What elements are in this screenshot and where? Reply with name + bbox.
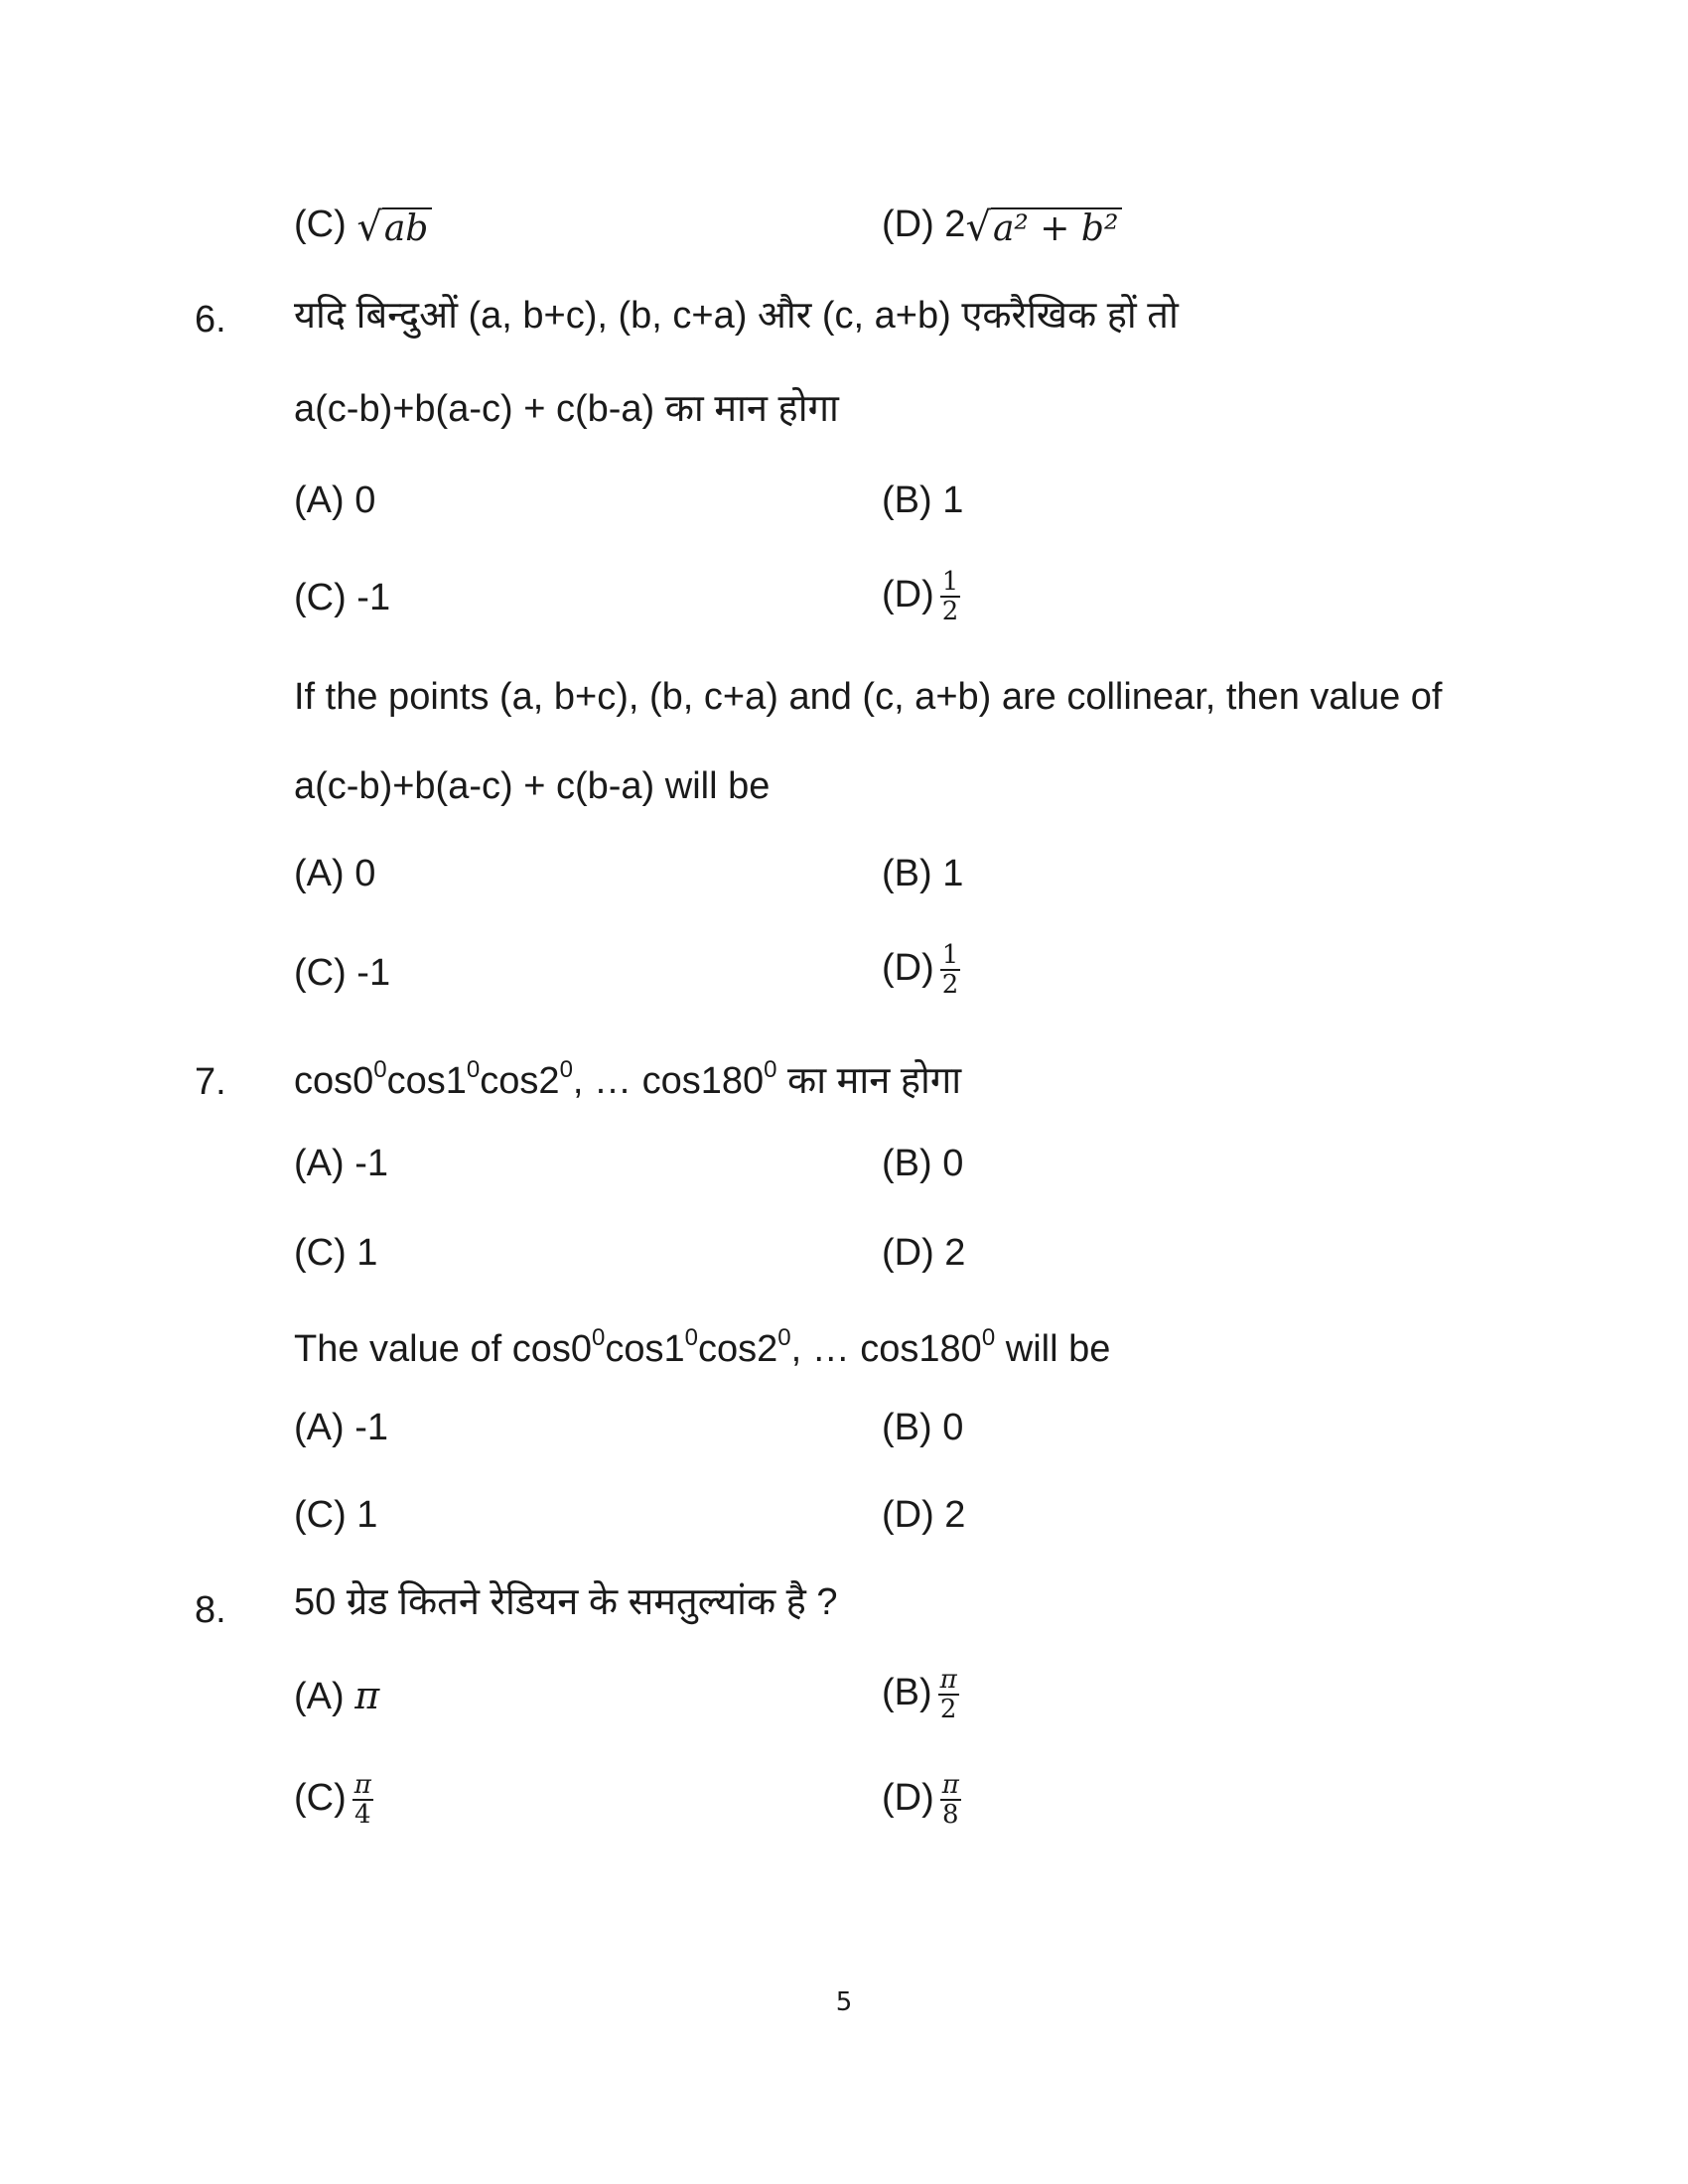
q7-english-option-a: (A) -1	[294, 1407, 388, 1448]
q6-hindi-line-1: यदि बिन्दुओं (a, b+c), (b, c+a) और (c, a+b) एकरैखिक हों तो	[294, 295, 1179, 337]
option-label: (C)	[294, 204, 347, 245]
option-label: (D)	[882, 947, 934, 990]
q8-option-b	[882, 1666, 959, 1723]
q5-option-d	[882, 203, 1122, 249]
q7-english-option-c: (C) 1	[294, 1494, 378, 1536]
option-label: (C)	[294, 1777, 347, 1820]
q7-hindi-option-a: (A) -1	[294, 1143, 388, 1184]
question-number: 7.	[195, 1061, 226, 1103]
q6-english-line-1: If the points (a, b+c), (b, c+a) and (c, a+b) are collinear, then value of	[294, 676, 1443, 718]
q7-english-line: The value of $\cos 0^0\cos 1^0\cos 2^0$, … $\cos 180^0$ will be	[294, 1324, 1111, 1370]
option-label: (B)	[882, 1672, 932, 1714]
q6-hindi-option-c: (C) -1	[294, 577, 391, 618]
fraction: $\frac{1}{2}$	[941, 940, 959, 1000]
page-number: 5	[835, 1987, 853, 2017]
q6-hindi-option-d	[882, 568, 960, 625]
q8-option-a	[294, 1674, 379, 1718]
question-number: 6.	[195, 299, 226, 341]
option-label: (D)	[882, 574, 934, 616]
q6-english-option-a: (A) 0	[294, 853, 376, 894]
q5-option-c	[294, 203, 432, 249]
q7-hindi-option-c: (C) 1	[294, 1232, 378, 1274]
fraction: $\frac{1}{2}$	[941, 567, 959, 626]
q8-option-c	[294, 1771, 373, 1829]
q6-english-option-c: (C) -1	[294, 952, 391, 994]
q7-hindi-option-b: (B) 0	[882, 1143, 964, 1184]
fraction: $\frac{\pi}{4}$	[353, 1770, 371, 1830]
q6-english-option-d	[882, 941, 960, 999]
q6-hindi-option-b: (B) 1	[882, 479, 964, 521]
q7-english-option-d: (D) 2	[882, 1494, 966, 1536]
q8-option-d	[882, 1771, 961, 1829]
q7-hindi-option-d: (D) 2	[882, 1232, 966, 1274]
q6-english-option-b: (B) 1	[882, 853, 964, 894]
pi-symbol: π	[354, 1674, 380, 1717]
q6-hindi-line-2: a(c-b)+b(a-c) + c(b-a) का मान होगा	[294, 388, 839, 430]
option-label: (D)	[882, 1777, 934, 1820]
sqrt-expression: √ ab	[356, 204, 432, 249]
q7-hindi-line: $\cos 0^0\cos 1^0\cos 2^0$, … $\cos 180^0$ का मान होगा	[294, 1056, 962, 1102]
option-label: (A)	[294, 1676, 345, 1717]
option-label: (D) 2	[882, 204, 966, 245]
q6-english-line-2: a(c-b)+b(a-c) + c(b-a) will be	[294, 765, 771, 807]
fraction: $\frac{\pi}{8}$	[941, 1770, 959, 1830]
q7-english-option-b: (B) 0	[882, 1407, 964, 1448]
question-number: 8.	[195, 1589, 226, 1631]
q6-hindi-option-a: (A) 0	[294, 479, 376, 521]
fraction: $\frac{\pi}{2}$	[939, 1665, 957, 1724]
q8-hindi-line: 50 ग्रेड कितने रेडियन के समतुल्यांक है ?	[294, 1581, 838, 1623]
sqrt-expression: √ a² + b²	[965, 204, 1122, 249]
